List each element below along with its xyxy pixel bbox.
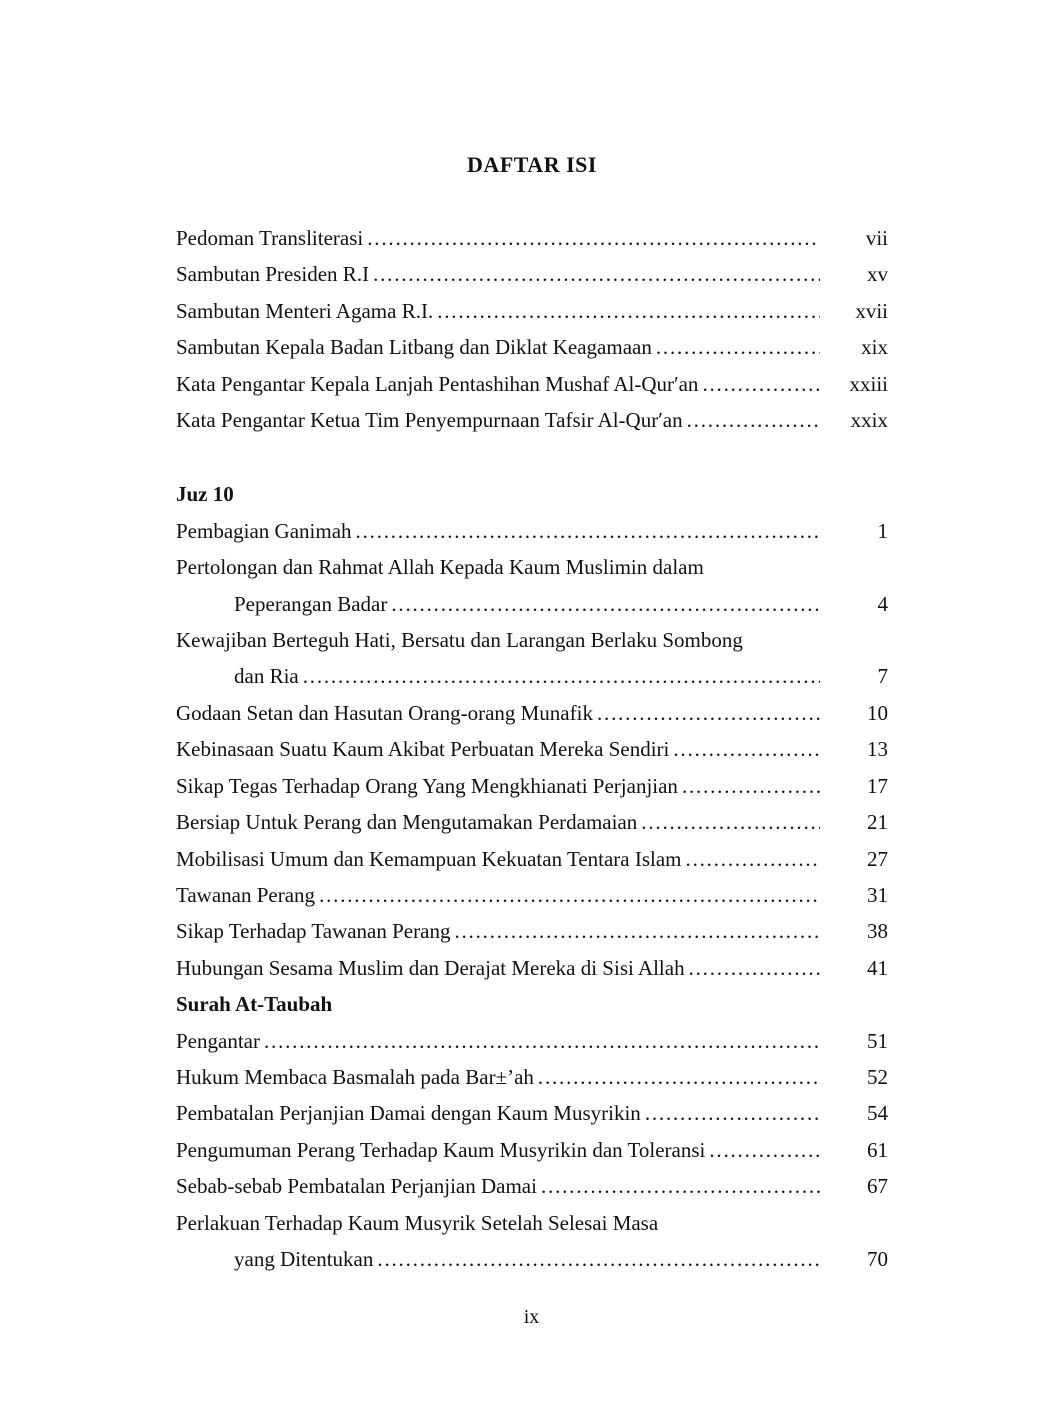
toc-entry-page-number: 51 xyxy=(867,1028,888,1053)
dot-leader xyxy=(264,1023,820,1059)
toc-entry-page-number: 1 xyxy=(877,518,888,543)
toc-entry-page-number: 41 xyxy=(867,955,888,980)
toc-entry-title: Sebab-sebab Pembatalan Perjanjian Damai xyxy=(176,1174,537,1199)
toc-entry-title: Hukum Membaca Basmalah pada Bar±’ah xyxy=(176,1064,534,1089)
toc-entry-title: Godaan Setan dan Hasutan Orang-orang Munafik xyxy=(176,700,593,725)
toc-entry-title: Pengumuman Perang Terhadap Kaum Musyrikin dan Toleransi xyxy=(176,1137,706,1162)
dot-leader xyxy=(641,804,820,840)
toc-entry-page-number: xxiii xyxy=(849,371,888,396)
toc-entry-title: Kata Pengantar Kepala Lanjah Pentashihan Mushaf Al-Qur′an xyxy=(176,371,699,396)
toc-entry xyxy=(176,1095,888,1131)
toc-entry-title: Kata Pengantar Ketua Tim Penyempurnaan Tafsir Al-Qur′an xyxy=(176,408,683,433)
toc-entry-title: Sambutan Kepala Badan Litbang dan Diklat Keagamaan xyxy=(176,335,652,360)
toc-entry-title: dan Ria xyxy=(234,664,299,689)
toc-entry xyxy=(176,1205,888,1241)
toc-entry-title: Mobilisasi Umum dan Kemampuan Kekuatan Tentara Islam xyxy=(176,846,682,871)
dot-leader xyxy=(689,950,820,986)
dot-leader xyxy=(303,658,820,694)
toc-entry xyxy=(176,220,888,256)
dot-leader xyxy=(656,329,820,365)
toc-entry-title: Pembatalan Perjanjian Damai dengan Kaum Musyrikin xyxy=(176,1101,641,1126)
toc-section xyxy=(176,220,888,438)
toc-entry-page-number: 21 xyxy=(867,810,888,835)
toc-entry-page-number: 10 xyxy=(867,700,888,725)
toc-entry-page-number: 38 xyxy=(867,919,888,944)
toc-entry xyxy=(176,1059,888,1095)
dot-leader xyxy=(541,1168,820,1204)
toc-entry-title: Sikap Tegas Terhadap Orang Yang Mengkhianati Perjanjian xyxy=(176,773,678,798)
page-title: DAFTAR ISI xyxy=(467,152,597,177)
toc-entry-title: Bersiap Untuk Perang dan Mengutamakan Perdamaian xyxy=(176,810,638,835)
dot-leader xyxy=(682,768,820,804)
dot-leader xyxy=(687,402,820,438)
footer-page-number: ix xyxy=(523,1306,540,1328)
toc-entry-page-number: 13 xyxy=(867,737,888,762)
toc-entry xyxy=(176,841,888,877)
toc-entry-page-number: xxix xyxy=(850,408,888,433)
toc-entry-title: Pembagian Ganimah xyxy=(176,518,352,543)
toc-entry-title: Pertolongan dan Rahmat Allah Kepada Kaum Muslimin dalam xyxy=(176,555,704,580)
toc-entry xyxy=(176,658,888,694)
toc-entry xyxy=(176,731,888,767)
toc-entry xyxy=(176,950,888,986)
toc-entry-title: Kewajiban Berteguh Hati, Bersatu dan Larangan Berlaku Sombong xyxy=(176,628,743,653)
dot-leader xyxy=(454,913,820,949)
toc-entry xyxy=(176,622,888,658)
toc-entry xyxy=(176,366,888,402)
toc-entry-page-number: vii xyxy=(865,226,888,250)
dot-leader xyxy=(319,877,820,913)
toc-entry-page-number: 17 xyxy=(867,773,888,798)
toc-entry-page-number: xv xyxy=(867,262,888,287)
toc-entry-title: Pedoman Transliterasi xyxy=(176,226,364,250)
toc-entry-title: Kebinasaan Suatu Kaum Akibat Perbuatan Mereka Sendiri xyxy=(176,737,670,762)
toc-entry-title: Tawanan Perang xyxy=(176,882,316,907)
toc-entry-page-number: 27 xyxy=(867,846,888,871)
toc-entry-title: Sikap Terhadap Tawanan Perang xyxy=(176,919,451,944)
toc-section-heading: Juz 10 xyxy=(176,482,234,507)
toc-entry xyxy=(176,329,888,365)
toc-entry-page-number: 7 xyxy=(877,664,888,689)
toc-entry-page-number: xix xyxy=(861,335,888,360)
toc-entry xyxy=(176,877,888,913)
toc-entry-title: Peperangan Badar xyxy=(234,591,388,616)
toc-entry-page-number: 4 xyxy=(877,591,888,616)
toc-entry xyxy=(176,804,888,840)
toc-entry-title: Perlakuan Terhadap Kaum Musyrik Setelah Selesai Masa xyxy=(176,1210,659,1235)
dot-leader xyxy=(702,366,820,402)
dot-leader xyxy=(538,1059,820,1095)
toc-entry-page-number: xvii xyxy=(855,298,888,323)
toc-entry-page-number: 52 xyxy=(867,1064,888,1089)
toc-entry-title: Hubungan Sesama Muslim dan Derajat Mereka di Sisi Allah xyxy=(176,955,685,980)
toc-entry xyxy=(176,586,888,622)
dot-leader xyxy=(373,256,820,292)
toc-section xyxy=(176,476,888,986)
dot-leader xyxy=(645,1095,820,1131)
toc-entry xyxy=(176,513,888,549)
toc-entry xyxy=(176,256,888,292)
toc-entry-title: Pengantar xyxy=(176,1028,260,1053)
toc-entry xyxy=(176,913,888,949)
toc-entry-page-number: 67 xyxy=(867,1174,888,1199)
toc-section-heading: Surah At-Taubah xyxy=(176,992,333,1017)
toc-entry-title: yang Ditentukan xyxy=(234,1246,374,1271)
toc-section xyxy=(176,986,888,1277)
toc-entry xyxy=(176,1168,888,1204)
toc-entry-title: Sambutan Presiden R.I xyxy=(176,262,370,287)
toc-entry xyxy=(176,293,888,329)
toc-entry xyxy=(176,768,888,804)
toc-entry-title: Sambutan Menteri Agama R.I. xyxy=(176,298,434,323)
dot-leader xyxy=(377,1241,820,1277)
dot-leader xyxy=(597,695,820,731)
dot-leader xyxy=(367,220,820,256)
toc-entry xyxy=(176,549,888,585)
dot-leader xyxy=(391,586,820,622)
toc-entry-page-number: 61 xyxy=(867,1137,888,1162)
toc-entry-page-number: 31 xyxy=(867,882,888,907)
dot-leader xyxy=(356,513,820,549)
toc-entry xyxy=(176,695,888,731)
table-of-contents xyxy=(176,220,888,1277)
dot-leader xyxy=(686,841,820,877)
dot-leader xyxy=(673,731,820,767)
toc-entry xyxy=(176,1023,888,1059)
dot-leader xyxy=(437,293,820,329)
toc-entry xyxy=(176,402,888,438)
toc-entry xyxy=(176,1132,888,1168)
toc-entry-page-number: 54 xyxy=(867,1101,888,1126)
toc-entry xyxy=(176,1241,888,1277)
dot-leader xyxy=(709,1132,820,1168)
toc-entry-page-number: 70 xyxy=(867,1246,888,1271)
